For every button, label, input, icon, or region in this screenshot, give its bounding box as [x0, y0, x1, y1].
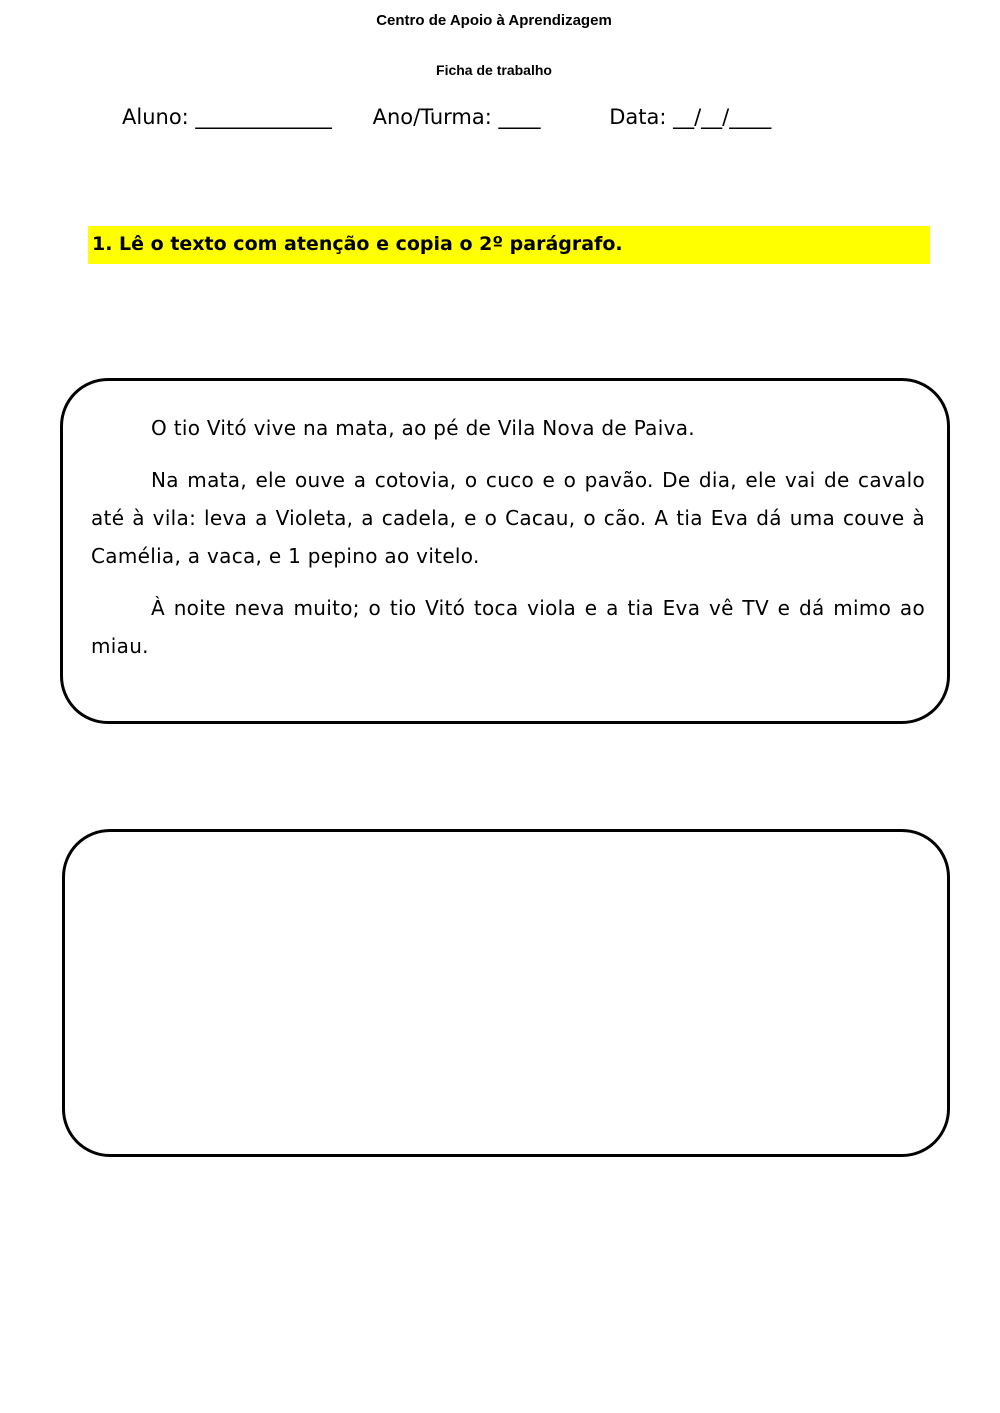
text-paragraph-2: Na mata, ele ouve a cotovia, o cuco e o pavão. De dia, ele vai de cavalo até à vila: leva a Violeta, a cadela, e o Cacau, o cão. A tia Eva dá uma couve à Camélia, a vaca, e 1 pepino ao vitelo. — [91, 468, 925, 568]
exercise-instruction: 1. Lê o texto com atenção e copia o 2º parágrafo. — [88, 226, 930, 264]
answer-box[interactable] — [62, 829, 950, 1157]
date-field[interactable]: Data: __/__/____ — [609, 105, 772, 129]
organization-name: Centro de Apoio à Aprendizagem — [376, 12, 612, 29]
student-info-fields — [122, 105, 912, 129]
student-name-field[interactable]: Aluno: _____________ — [122, 105, 332, 129]
text-paragraph-3: À noite neva muito; o tio Vitó toca viola e a tia Eva vê TV e dá mimo ao miau. — [91, 596, 925, 658]
reading-text-box — [60, 378, 950, 724]
class-field[interactable]: Ano/Turma: ____ — [372, 105, 541, 129]
text-paragraph-1: O tio Vitó vive na mata, ao pé de Vila Nova de Paiva. — [151, 416, 695, 440]
sheet-title: Ficha de trabalho — [436, 62, 552, 78]
